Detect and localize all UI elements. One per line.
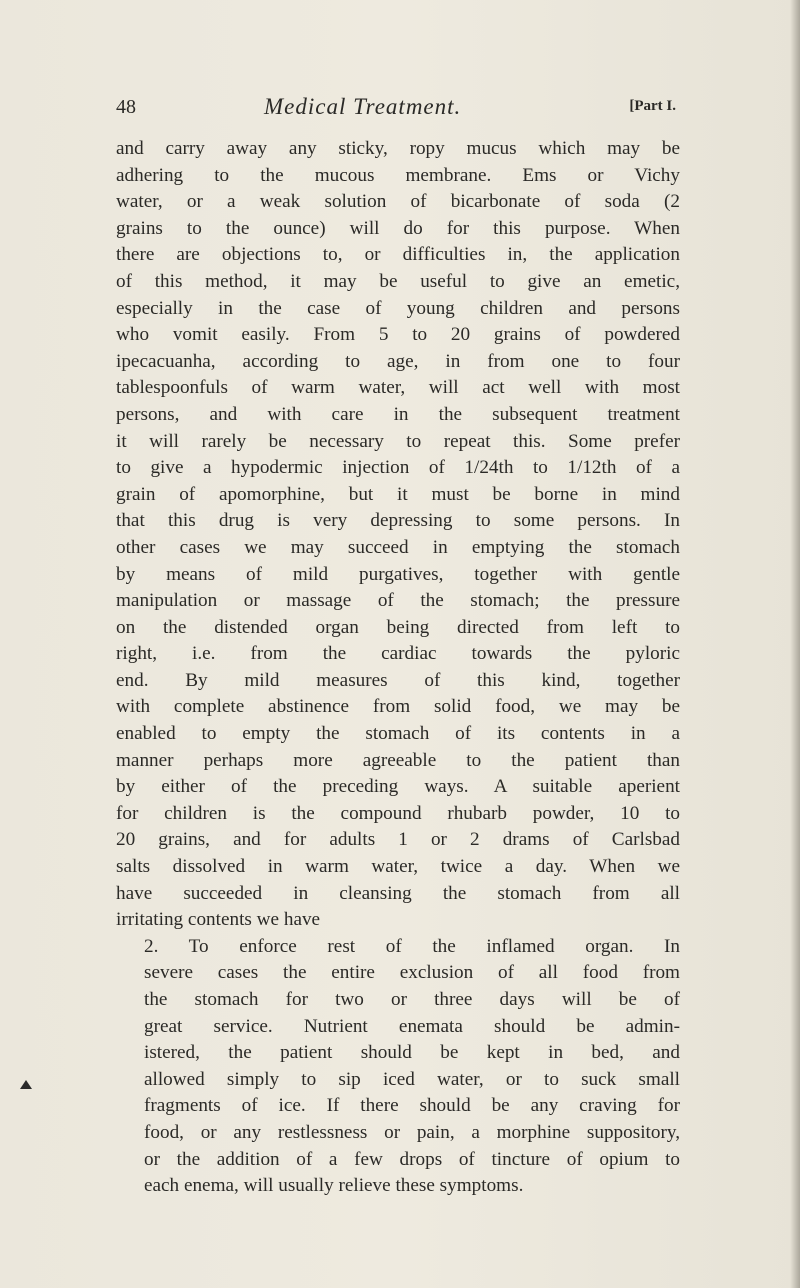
text-line: other cases we may succeed in emptying the stomach [116, 536, 680, 558]
text-line: persons, and with care in the subsequent treatment [116, 403, 680, 425]
text-line: irritating contents we have [116, 909, 321, 931]
text-line: on the distended organ being directed from left to [116, 616, 680, 638]
running-title: Medical Treatment. [264, 94, 462, 119]
text-line: salts dissolved in warm water, twice a day. When we [116, 856, 680, 878]
body-text [116, 136, 680, 1200]
text-line: especially in the case of young children and persons [116, 297, 680, 319]
paragraph-2 [116, 934, 680, 1200]
text-line: food, or any restlessness or pain, a morphine suppository, [144, 1121, 680, 1143]
page-number: 48 [116, 96, 136, 118]
text-line: have succeeded in cleansing the stomach from all [116, 882, 680, 904]
text-line: who vomit easily. From 5 to 20 grains of powdered [116, 324, 680, 346]
text-line: manner perhaps more agreeable to the patient than [116, 749, 680, 771]
paragraph-1 [116, 136, 680, 934]
text-line: right, i.e. from the cardiac towards the pyloric [116, 643, 680, 665]
text-line: there are objections to, or difficulties in, the application [116, 244, 680, 266]
text-line: it will rarely be necessary to repeat this. Some prefer [116, 430, 680, 452]
text-line: water, or a weak solution of bicarbonate of soda (2 [116, 191, 680, 213]
text-line: by means of mild purgatives, together with gentle [116, 563, 680, 585]
text-line: allowed simply to sip iced water, or to suck small [144, 1068, 680, 1090]
text-line: of this method, it may be useful to give an emetic, [116, 270, 680, 292]
text-line: grains to the ounce) will do for this purpose. When [116, 217, 680, 239]
part-label: [Part I. [629, 98, 676, 114]
text-line: for children is the compound rhubarb powder, 10 to [116, 802, 680, 824]
text-line: each enema, will usually relieve these symptoms. [144, 1175, 524, 1197]
text-line: 20 grains, and for adults 1 or 2 drams of Carlsbad [116, 829, 680, 851]
margin-mark-icon [20, 1080, 32, 1089]
text-line: tablespoonfuls of warm water, will act well with most [116, 377, 680, 399]
text-line: 2. To enforce rest of the inflamed organ. In [144, 935, 680, 957]
text-line: adhering to the mucous membrane. Ems or Vichy [116, 164, 680, 186]
text-line: the stomach for two or three days will be of [144, 989, 680, 1010]
text-line: great service. Nutrient enemata should be admin- [144, 1015, 680, 1037]
text-line: or the addition of a few drops of tincture of opium to [144, 1148, 680, 1170]
text-line: by either of the preceding ways. A suitable aperient [116, 776, 680, 798]
text-line: with complete abstinence from solid food, we may be [116, 696, 680, 718]
page-edge-shadow [790, 0, 800, 1288]
text-line: ipecacuanha, according to age, in from one to four [116, 350, 680, 372]
text-line: and carry away any sticky, ropy mucus which may be [116, 138, 680, 159]
text-line: to give a hypodermic injection of 1/24th to 1/12th of a [116, 457, 680, 479]
text-line: that this drug is very depressing to some persons. In [116, 510, 680, 532]
text-line: fragments of ice. If there should be any craving for [144, 1095, 680, 1117]
text-line: severe cases the entire exclusion of all food from [144, 962, 680, 984]
page-header [116, 94, 676, 122]
text-line: istered, the patient should be kept in bed, and [144, 1042, 680, 1064]
text-line: grain of apomorphine, but it must be borne in mind [116, 483, 680, 505]
text-line: manipulation or massage of the stomach; the pressure [116, 590, 680, 612]
text-line: enabled to empty the stomach of its contents in a [116, 723, 680, 745]
text-line: end. By mild measures of this kind, together [116, 669, 680, 691]
